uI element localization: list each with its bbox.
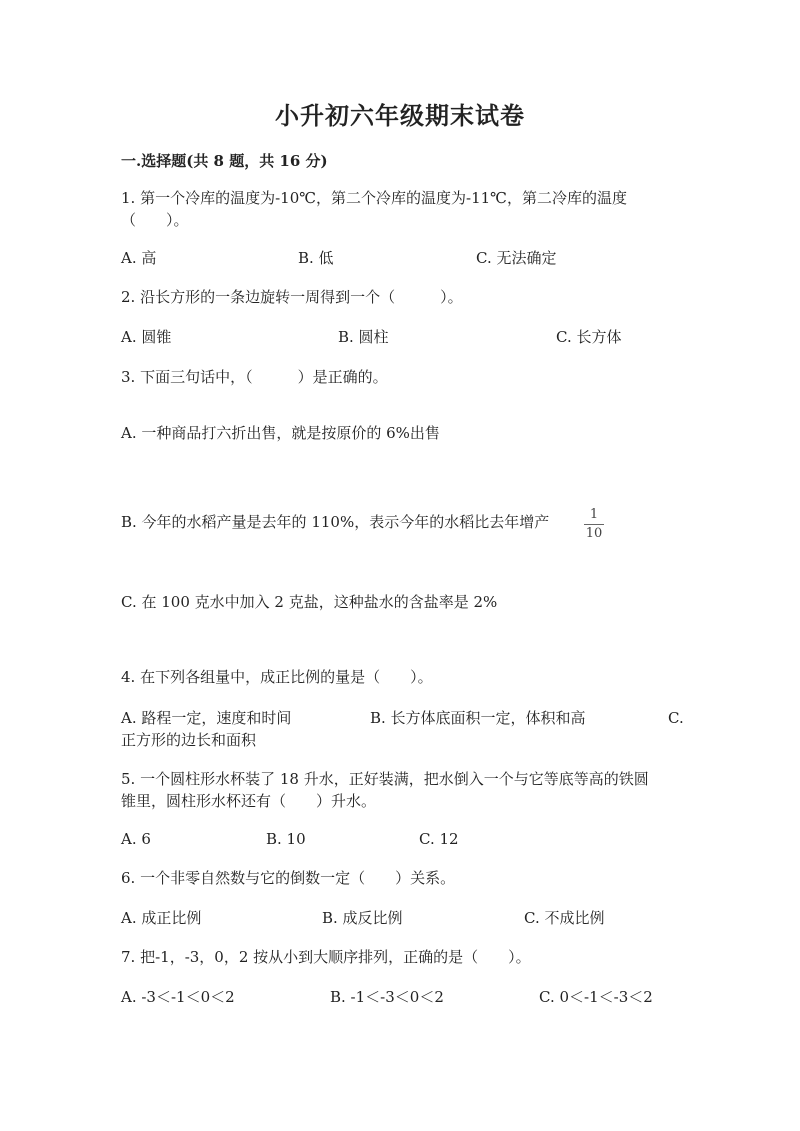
question-5-option-a: A. 6 [121,830,151,848]
fraction-one-tenth [583,508,605,541]
page-title: 小升初六年级期末试卷 [275,101,525,130]
question-1-option-b: B. 低 [298,249,334,267]
question-7-option-a: A. -3＜-1＜0＜2 [121,988,235,1006]
question-6-option-b: B. 成反比例 [322,909,403,927]
question-5-line-1: 5. 一个圆柱形水杯装了 18 升水，正好装满，把水倒入一个与它等底等高的铁圆 [121,770,649,788]
question-3-option-b: B. 今年的水稻产量是去年的 110%，表示今年的水稻比去年增产 [121,513,550,531]
question-6-option-a: A. 成正比例 [121,909,202,927]
question-4-text: 4. 在下列各组量中，成正比例的量是（ ）。 [121,668,433,686]
question-7-option-b: B. -1＜-3＜0＜2 [330,988,444,1006]
question-7-option-c: C. 0＜-1＜-3＜2 [539,988,653,1006]
question-6-option-c: C. 不成比例 [524,909,605,927]
question-5-option-c: C. 12 [419,830,459,848]
question-4-option-b: B. 长方体底面积一定，体积和高 [370,709,586,727]
question-5-option-b: B. 10 [266,830,306,848]
question-1-option-a: A. 高 [121,249,157,267]
question-2-option-b: B. 圆柱 [338,328,389,346]
question-1-option-c: C. 无法确定 [476,249,557,267]
question-3-option-a: A. 一种商品打六折出售，就是按原价的 6%出售 [121,424,440,442]
fraction-numerator: 1 [589,507,599,522]
question-6-text: 6. 一个非零自然数与它的倒数一定（ ）关系。 [121,869,456,887]
question-5-line-2: 锥里，圆柱形水杯还有（ ）升水。 [121,792,377,810]
question-7-text: 7. 把-1，-3，0，2 按从小到大顺序排列，正确的是（ ）。 [121,948,531,966]
question-2-option-c: C. 长方体 [556,328,622,346]
question-4-option-a: A. 路程一定，速度和时间 [121,709,292,727]
question-2-text: 2. 沿长方形的一条边旋转一周得到一个（ ）。 [121,288,463,306]
question-3-text: 3. 下面三句话中，（ ）是正确的。 [121,368,388,386]
question-1-line-1: 1. 第一个冷库的温度为-10℃，第二个冷库的温度为-11℃，第二冷库的温度 [121,189,627,207]
question-2-option-a: A. 圆锥 [121,328,172,346]
question-4-option-c: 正方形的边长和面积 [121,731,257,749]
section-heading: 一.选择题(共 8 题，共 16 分) [121,152,328,170]
fraction-denominator: 10 [585,526,603,541]
fraction-bar [584,524,604,525]
question-3-option-c: C. 在 100 克水中加入 2 克盐，这种盐水的含盐率是 2% [121,593,498,611]
question-1-line-2: （ ）。 [121,211,189,229]
question-4-option-c-prefix: C. [668,709,684,727]
